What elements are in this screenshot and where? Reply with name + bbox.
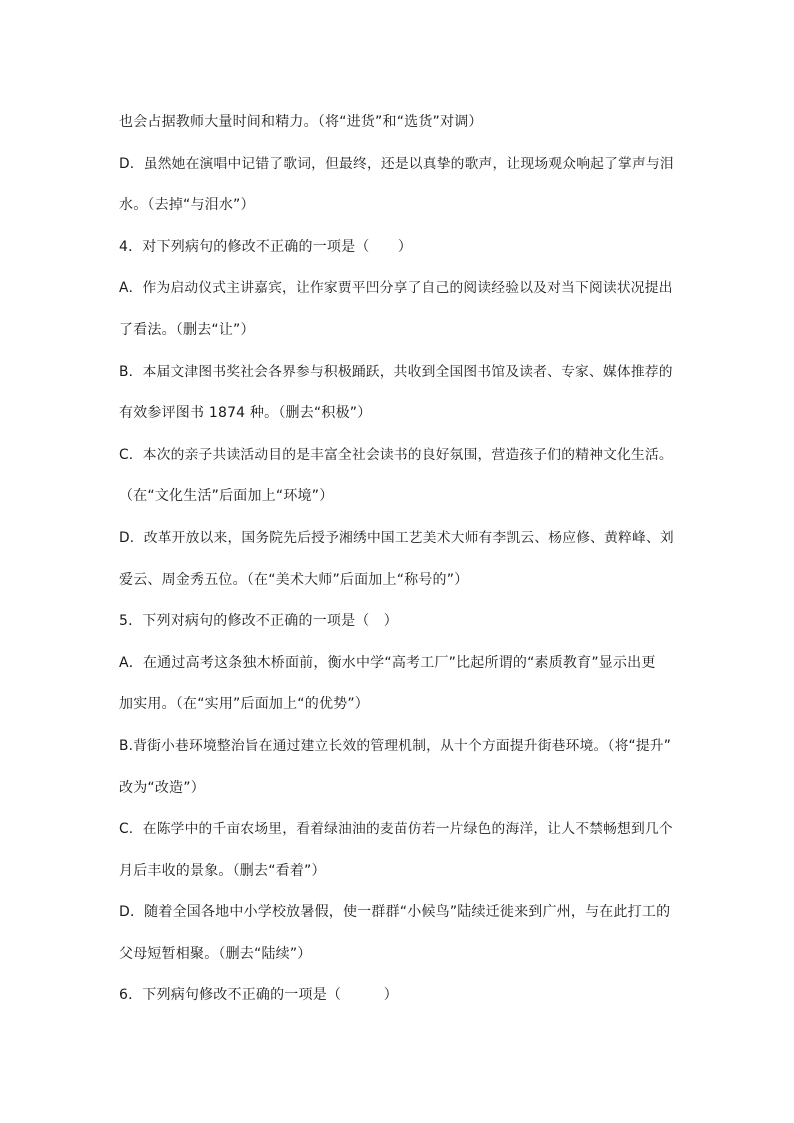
text-line: 水。（去掉“与泪水”） <box>119 197 255 214</box>
text-line: 父母短暂相聚。（删去“陆续”） <box>119 945 312 962</box>
text-line: 加实用。（在“实用”后面加上“的优势”） <box>119 696 370 713</box>
question-5-stem: 5．下列对病句的修改不正确的一项是（ ） <box>119 613 398 630</box>
option-a-line: A．作为启动仪式主讲嘉宾，让作家贾平凹分享了自己的阅读经验以及对当下阅读状况提出 <box>119 280 673 297</box>
option-d-line: D．改革开放以来，国务院先后授予湘绣中国工艺美术大师有李凯云、杨应修、黄粹峰、刘 <box>119 529 674 546</box>
document-body <box>119 102 679 1017</box>
text-line: 了看法。（删去“让”） <box>119 321 255 338</box>
text-line: 也会占据教师大量时间和精力。（将“进货”和“选货”对调） <box>119 114 483 130</box>
option-d-line: D．虽然她在演唱中记错了歌词，但最终，还是以真挚的歌声，让现场观众响起了掌声与泪 <box>119 155 674 172</box>
option-c-line: C．本次的亲子共读活动目的是丰富全社会读书的良好氛围，营造孩子们的精神文化生活。 <box>119 446 673 463</box>
text-line: 有效参评图书 1874 种。（删去“积极”） <box>119 405 372 422</box>
text-line: 改为“改造”） <box>119 779 205 796</box>
text-line: 爱云、周金秀五位。（在“美术大师”后面加上“称号的”） <box>119 571 469 588</box>
option-b-line: B．本届文津图书奖社会各界参与积极踊跃，共收到全国图书馆及读者、专家、媒体推荐的 <box>119 363 673 380</box>
option-b-line: B.背街小巷环境整治旨在通过建立长效的管理机制，从十个方面提升街巷环境。（将“提升” <box>119 737 672 754</box>
option-d-line: D．随着全国各地中小学校放暑假，使一群群“小候鸟”陆续迁徙来到广州，与在此打工的 <box>119 904 671 921</box>
option-a-line: A．在通过高考这条独木桥面前，衡水中学“高考工厂”比起所谓的“素质教育”显示出更 <box>119 654 656 671</box>
text-line: （在“文化生活”后面加上“环境”） <box>119 488 334 505</box>
question-4-stem: 4．对下列病句的修改不正确的一项是（ ） <box>119 238 413 255</box>
option-c-line: C．在陈学中的千亩农场里，看着绿油油的麦苗仿若一片绿色的海洋，让人不禁畅想到几个 <box>119 821 673 838</box>
question-6-stem: 6．下列病句修改不正确的一项是（ ） <box>119 987 398 1004</box>
text-line: 月后丰收的景象。（删去“看着”） <box>119 862 326 879</box>
